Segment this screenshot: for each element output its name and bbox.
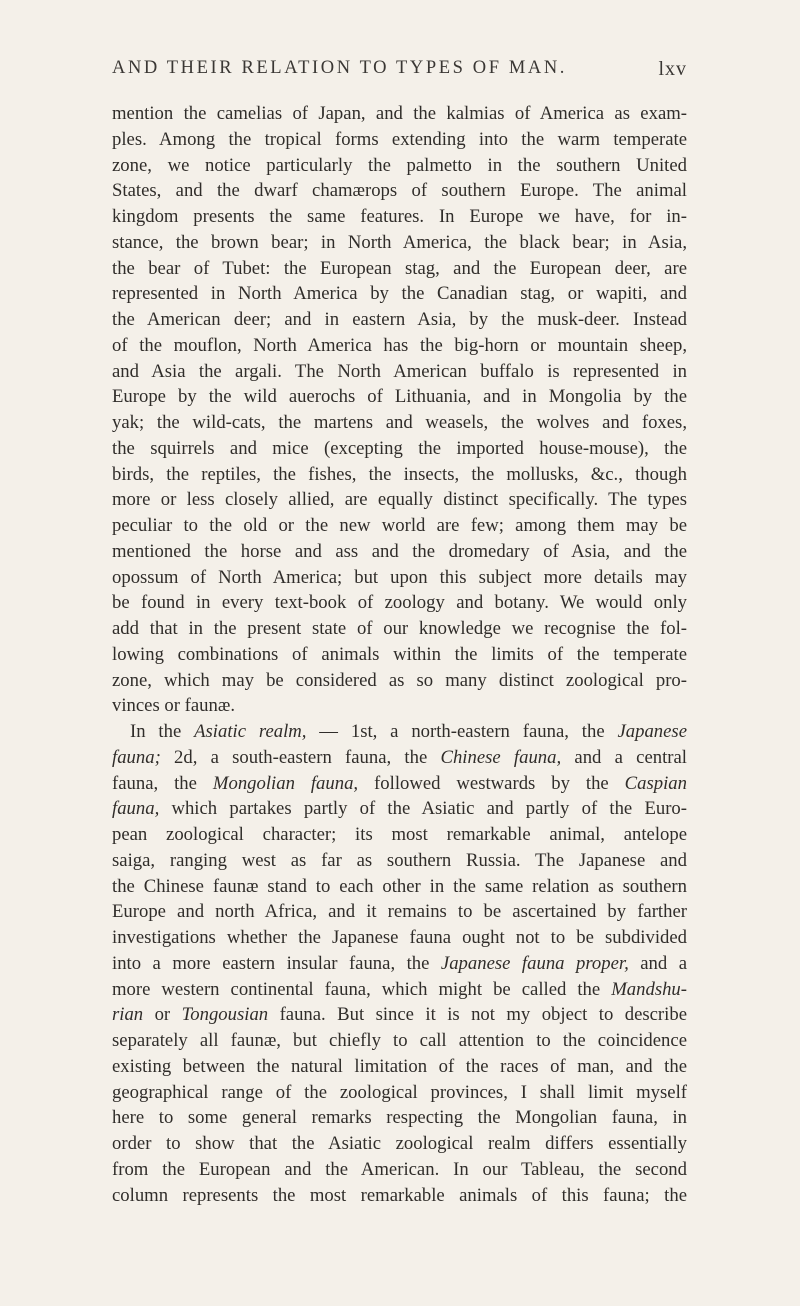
italic-term: Caspian bbox=[624, 772, 687, 794]
text-line: existing between the natural limitation of the races of man, and the bbox=[112, 1055, 687, 1077]
text-line: here to some general remarks respecting the Mongolian fauna, in bbox=[112, 1107, 687, 1129]
text-line: saiga, ranging west as far as southern Russia. The Japanese and bbox=[112, 849, 687, 871]
text-line: add that in the present state of our knowledge we recognise the fol- bbox=[112, 618, 687, 639]
text-line: more or less closely allied, are equally distinct specifically. The types bbox=[112, 489, 687, 511]
text-run: or bbox=[143, 1004, 182, 1026]
text-line: the squirrels and mice (excepting the imported house-mouse), the bbox=[112, 437, 687, 459]
text-line: investigations whether the Japanese fauna ought not to be subdivided bbox=[112, 927, 687, 948]
text-run: and a central bbox=[561, 746, 687, 768]
text-run: fauna, the bbox=[112, 772, 213, 794]
text-line: mention the camelias of Japan, and the kalmias of America as exam- bbox=[112, 103, 687, 124]
text-line bbox=[112, 771, 687, 797]
text-line bbox=[112, 745, 687, 771]
text-line: opossum of North America; but upon this subject more details may bbox=[112, 566, 687, 588]
italic-term: fauna; bbox=[112, 746, 161, 768]
italic-term: Asiatic realm, bbox=[194, 721, 307, 742]
text-line: zone, we notice particularly the palmetto in the southern United bbox=[112, 154, 687, 176]
text-run: which partakes partly of the Asiatic and partly of the Euro- bbox=[159, 798, 687, 820]
italic-term: fauna, bbox=[112, 798, 160, 820]
text-line: vinces or faunæ. bbox=[112, 695, 235, 717]
text-line: be found in every text-book of zoology and botany. We would only bbox=[112, 592, 687, 614]
text-line: birds, the reptiles, the fishes, the insects, the mollusks, &c., though bbox=[112, 463, 687, 485]
text-line: States, and the dwarf chamærops of southern Europe. The animal bbox=[112, 180, 687, 202]
text-line: kingdom presents the same features. In Europe we have, for in- bbox=[112, 206, 687, 227]
text-line: zone, which may be considered as so many distinct zoological pro- bbox=[112, 669, 687, 691]
italic-term: Japanese bbox=[617, 721, 687, 742]
body-text bbox=[112, 101, 687, 1208]
text-line: peculiar to the old or the new world are few; among them may be bbox=[112, 515, 687, 536]
text-line: and Asia the argali. The North American buffalo is represented in bbox=[112, 360, 687, 382]
text-line: Europe by the wild auerochs of Lithuania, and in Mongolia by the bbox=[112, 386, 687, 408]
text-line: represented in North America by the Canadian stag, or wapiti, and bbox=[112, 283, 687, 305]
text-run: In the bbox=[130, 721, 195, 742]
italic-term: Japanese fauna proper, bbox=[440, 952, 629, 974]
text-line bbox=[112, 719, 687, 745]
text-line bbox=[112, 977, 687, 1003]
text-run: — 1st, a north-eastern fauna, the bbox=[306, 721, 618, 742]
text-run: 2d, a south-eastern fauna, the bbox=[160, 746, 441, 768]
italic-term: Chinese fauna, bbox=[440, 746, 562, 768]
page-header bbox=[112, 58, 687, 88]
text-line: yak; the wild-cats, the martens and weasels, the wolves and foxes, bbox=[112, 412, 687, 433]
text-line: of the mouflon, North America has the big-horn or mountain sheep, bbox=[112, 334, 687, 356]
running-head: AND THEIR RELATION TO TYPES OF MAN. bbox=[112, 58, 568, 78]
text-line: pean zoological character; its most remarkable animal, antelope bbox=[112, 824, 687, 845]
italic-term: rian bbox=[112, 1004, 144, 1026]
paragraph-1 bbox=[112, 101, 687, 719]
text-line: the bear of Tubet: the European stag, and the European deer, are bbox=[112, 257, 687, 279]
text-line bbox=[112, 796, 687, 822]
text-line: separately all faunæ, but chiefly to call attention to the coincidence bbox=[112, 1030, 687, 1051]
text-run: fauna. But since it is not my object to describe bbox=[268, 1004, 687, 1026]
text-line: order to show that the Asiatic zoological realm differs essentially bbox=[112, 1133, 687, 1154]
italic-term: Mandshu- bbox=[611, 978, 687, 1000]
page-number: lxv bbox=[658, 58, 687, 80]
italic-term: Mongolian fauna, bbox=[212, 772, 359, 794]
text-run: and a bbox=[628, 952, 688, 974]
italic-term: Tongousian bbox=[181, 1004, 269, 1026]
text-line: the Chinese faunæ stand to each other in the same relation as southern bbox=[112, 875, 687, 897]
text-line: mentioned the horse and ass and the dromedary of Asia, and the bbox=[112, 540, 687, 562]
text-line: lowing combinations of animals within the limits of the temperate bbox=[112, 643, 687, 665]
paragraph-2 bbox=[112, 719, 687, 1208]
text-line bbox=[112, 951, 687, 977]
text-line: from the European and the American. In our Tableau, the second bbox=[112, 1158, 687, 1180]
text-line: stance, the brown bear; in North America, the black bear; in Asia, bbox=[112, 231, 687, 253]
text-line: column represents the most remarkable animals of this fauna; the bbox=[112, 1184, 687, 1206]
text-line: Europe and north Africa, and it remains to be ascertained by farther bbox=[112, 901, 687, 923]
text-line: ples. Among the tropical forms extending into the warm temperate bbox=[112, 128, 687, 150]
text-line: geographical range of the zoological provinces, I shall limit myself bbox=[112, 1081, 687, 1103]
text-run: into a more eastern insular fauna, the bbox=[112, 952, 441, 974]
text-line bbox=[112, 1002, 687, 1028]
text-line: the American deer; and in eastern Asia, by the musk-deer. Instead bbox=[112, 309, 687, 330]
text-run: more western continental fauna, which might be called the bbox=[112, 978, 612, 1000]
text-run: followed westwards by the bbox=[358, 772, 625, 794]
